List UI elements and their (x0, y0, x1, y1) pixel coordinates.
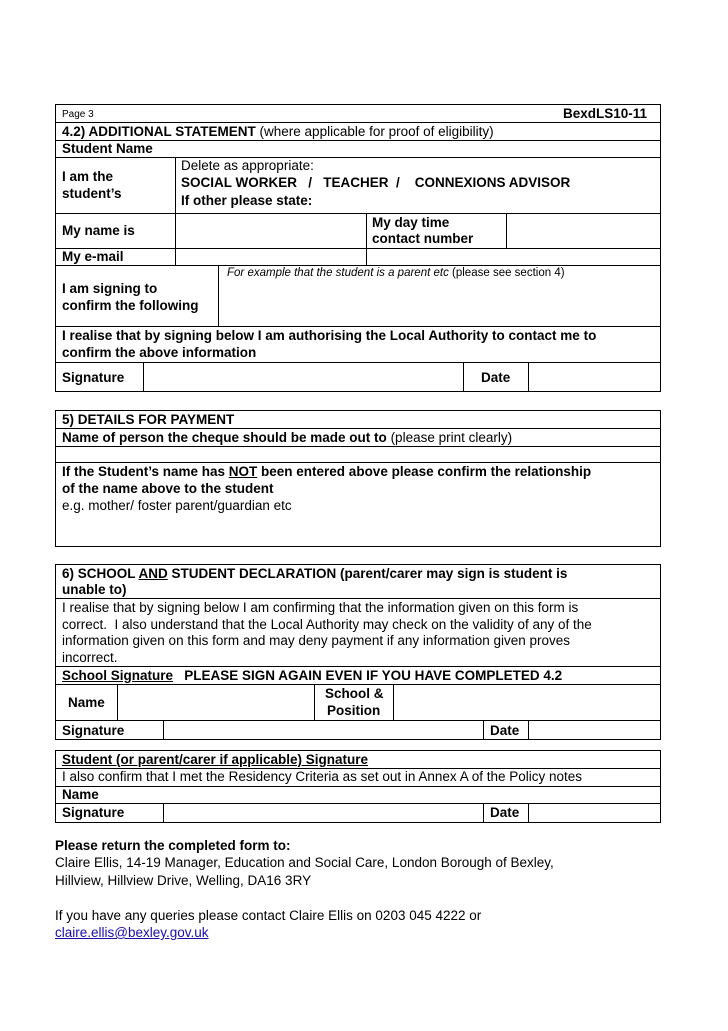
relationship-example: e.g. mother/ foster parent/guardian etc (62, 498, 292, 513)
relationship-not: NOT (228, 464, 258, 479)
confirm-label-2: confirm the following (62, 298, 199, 313)
my-name-field[interactable] (176, 214, 365, 247)
declaration-title-pre: 6) SCHOOL (62, 566, 139, 581)
example-note (227, 267, 565, 280)
student-date-field[interactable] (529, 804, 660, 822)
authorise-line-1: I realise that by signing below I am authorising the Local Authority to contact me to (62, 328, 597, 343)
school-position-label-2: Position (327, 703, 381, 718)
form-code: BexdLS10-11 (563, 106, 648, 121)
student-name-field[interactable] (110, 787, 660, 802)
page-label: Page 3 (62, 109, 94, 120)
residency-statement: I also confirm that I met the Residency Criteria as set out in Annex A of the Policy notes (62, 769, 583, 784)
declaration-title-1 (62, 566, 567, 582)
declaration-line-4: incorrect. (62, 650, 118, 665)
relationship-line-2: of the name above to the student (62, 481, 274, 496)
student-signature-label: Signature (62, 805, 125, 820)
section-4-2-title (62, 124, 494, 140)
relationship-field[interactable] (56, 515, 660, 546)
declaration-line-3: information given on this form and may deny payment if any information given proves (62, 633, 571, 648)
my-name-label: My name is (62, 223, 135, 238)
school-signature-row (62, 668, 562, 684)
date-field[interactable] (529, 363, 660, 391)
cheque-label-row (62, 430, 512, 446)
school-position-field[interactable] (394, 685, 660, 719)
queries-text: If you have any queries please contact Claire Ellis on 0203 045 4222 or (55, 908, 482, 923)
student-signature-title: Student (or parent/carer if applicable) Signature (62, 752, 369, 767)
school-name-field[interactable] (118, 685, 313, 719)
student-name-label: Student Name (62, 141, 153, 156)
roles-options[interactable]: SOCIAL WORKER / TEACHER / CONNEXIONS ADVISOR (181, 175, 571, 190)
return-title: Please return the completed form to: (55, 838, 291, 853)
school-signature-field[interactable] (164, 721, 482, 739)
declaration-line-2: correct. I also understand that the Local Authority may check on the validity of any of the (62, 617, 592, 632)
signature-field[interactable] (144, 363, 462, 391)
daytime-label-1: My day time (372, 215, 450, 230)
declaration-title-and: AND (138, 566, 168, 581)
i-am-label-1: I am the (62, 169, 114, 184)
sign-again-note: PLEASE SIGN AGAIN EVEN IF YOU HAVE COMPLETED 4.2 (184, 668, 563, 683)
school-signature-field-label: Signature (62, 723, 125, 738)
student-signature-field[interactable] (164, 804, 482, 822)
relationship-line-1 (62, 464, 591, 480)
contact-email-link[interactable]: claire.ellis@bexley.gov.uk (55, 925, 209, 940)
daytime-label-2: contact number (372, 231, 474, 246)
relationship-pre: If the Student’s name has (62, 464, 229, 479)
date-label: Date (481, 370, 511, 385)
student-name-label-2: Name (62, 787, 99, 802)
delete-note: Delete as appropriate: (181, 158, 314, 173)
example-section-ref: (please see section 4) (452, 267, 565, 279)
section-title-note: (where applicable for proof of eligibility) (259, 124, 494, 139)
signature-label: Signature (62, 370, 125, 385)
cheque-label: Name of person the cheque should be made out to (62, 430, 387, 445)
student-date-label: Date (490, 805, 520, 820)
payment-title: 5) DETAILS FOR PAYMENT (62, 412, 235, 427)
school-position-label-1: School & (325, 686, 384, 701)
cheque-note: (please print clearly) (390, 430, 513, 445)
confirm-label-1: I am signing to (62, 281, 158, 296)
relationship-post: been entered above please confirm the relationship (257, 464, 592, 479)
declaration-title-post: STUDENT DECLARATION (parent/carer may sign is student is (167, 566, 568, 581)
example-italic: For example that the student is a parent etc (227, 267, 449, 279)
email-label: My e-mail (62, 249, 124, 264)
school-signature-label: School Signature (62, 668, 174, 683)
other-note: If other please state: (181, 193, 313, 208)
i-am-label-2: student’s (62, 186, 122, 201)
daytime-number-field[interactable] (507, 214, 660, 247)
school-name-label: Name (68, 695, 105, 710)
school-date-field[interactable] (529, 721, 660, 739)
cheque-name-field[interactable] (56, 447, 660, 461)
return-address-2: Hillview, Hillview Drive, Welling, DA16 3RY (55, 873, 312, 888)
declaration-title-2: unable to) (62, 582, 127, 597)
declaration-line-1: I realise that by signing below I am confirming that the information given on this form is (62, 600, 579, 615)
section-title-text: 4.2) ADDITIONAL STATEMENT (62, 124, 256, 139)
authorise-line-2: confirm the above information (62, 345, 257, 360)
email-field[interactable] (176, 249, 660, 264)
return-address-1: Claire Ellis, 14-19 Manager, Education and Social Care, London Borough of Bexley, (55, 855, 554, 870)
school-date-label: Date (490, 723, 520, 738)
confirm-statement-field[interactable] (219, 281, 660, 325)
